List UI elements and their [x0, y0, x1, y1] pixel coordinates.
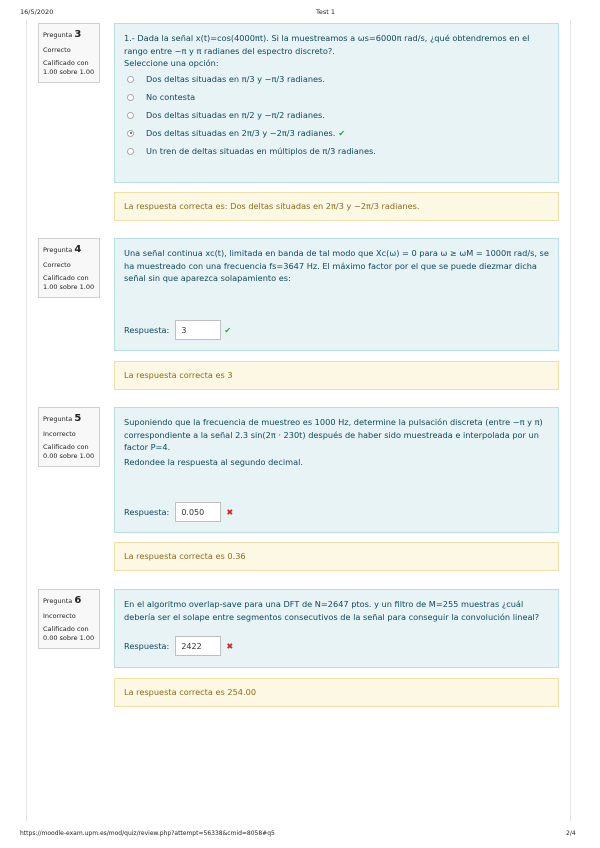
- question-content-4: [114, 238, 559, 351]
- print-title: Test 1: [316, 8, 336, 16]
- question-state: Correcto: [43, 260, 71, 269]
- answer-input[interactable]: 2422: [175, 636, 221, 656]
- cross-icon: ✖: [226, 506, 234, 517]
- question-number: Pregunta 3: [43, 29, 82, 40]
- question-text: En el algoritmo overlap-save para una DFT de N=2647 ptos. y un filtro de M=255 muestras ¿cuál debería ser el solape entre segmentos consecutivos de la señal para conseguir la convolución lineal?: [124, 599, 540, 622]
- answer-label: Respuesta:: [124, 506, 170, 517]
- radio-button[interactable]: [127, 94, 134, 101]
- feedback-3: La respuesta correcta es: Dos deltas situadas en 2π/3 y −2π/3 radianes.: [114, 192, 559, 221]
- question-instruction: Redondee la respuesta al segundo decimal.: [124, 457, 303, 468]
- question-content-3: [114, 23, 559, 183]
- option-label: No contesta: [146, 91, 196, 102]
- answer-row: [124, 320, 231, 340]
- cross-icon: ✖: [226, 640, 234, 651]
- question-text: 1.- Dada la señal x(t)=cos(4000πt). Si la muestreamos a ωs=6000π rad/s, ¿qué obtendremos en el rango entre −π y π radianes del espectro discreto?.: [124, 33, 530, 56]
- feedback-6: La respuesta correcta es 254.00: [114, 678, 559, 707]
- question-number: Pregunta 5: [43, 413, 82, 424]
- radio-button-selected[interactable]: [127, 130, 134, 137]
- print-page-number: 2/4: [566, 830, 576, 837]
- answer-option[interactable]: [124, 106, 549, 124]
- answer-option[interactable]: [124, 70, 549, 88]
- checkmark-icon: ✔: [224, 324, 232, 335]
- question-state: Incorrecto: [43, 611, 76, 620]
- option-label: Dos deltas situadas en π/2 y −π/2 radianes.: [146, 109, 325, 120]
- question-text: Una señal continua xc(t), limitada en banda de tal modo que Xc(ω) = 0 para ω ≥ ωM = 1000π rad/s, se ha muestreado con una frecuencia fs=3647 Hz. El máximo factor por el que se puede diezmar dicha señal sin que aparezca solapamiento es:: [124, 248, 549, 284]
- answer-label: Respuesta:: [124, 324, 170, 335]
- answer-label: Respuesta:: [124, 640, 170, 651]
- answer-option[interactable]: [124, 142, 549, 160]
- radio-button[interactable]: [127, 148, 134, 155]
- print-url: https://moodle-exam.upm.es/mod/quiz/review.php?attempt=56338&cmid=8058#q5: [20, 830, 275, 837]
- question-text: Suponiendo que la frecuencia de muestreo es 1000 Hz, determine la pulsación discreta (entre −π y π) correspondiente a la señal 2.3 sin(2π · 230t) después de haber sido muestreada e interpolada por un factor P=4.: [124, 417, 543, 453]
- question-grade: Calificado con 0.00 sobre 1.00: [43, 625, 95, 643]
- answer-option-selected[interactable]: [124, 124, 549, 142]
- option-label: Un tren de deltas situadas en múltiplos de π/3 radianes.: [146, 145, 376, 156]
- question-state: Incorrecto: [43, 429, 76, 438]
- option-label: Dos deltas situadas en π/3 y −π/3 radianes.: [146, 73, 325, 84]
- question-info-3: [38, 23, 100, 83]
- question-number: Pregunta 4: [43, 244, 82, 255]
- question-content-5: [114, 407, 559, 533]
- question-grade: Calificado con 1.00 sobre 1.00: [43, 274, 95, 292]
- question-content-6: [114, 589, 559, 668]
- answer-row: [124, 636, 233, 656]
- print-date: 16/5/2020: [20, 8, 54, 16]
- option-label: Dos deltas situadas en 2π/3 y −2π/3 radianes.: [146, 127, 336, 138]
- answer-row: [124, 502, 233, 522]
- question-prompt: Seleccione una opción:: [124, 58, 219, 69]
- question-state: Correcto: [43, 45, 71, 54]
- checkmark-icon: ✔: [338, 127, 346, 138]
- question-grade: Calificado con 0.00 sobre 1.00: [43, 443, 95, 461]
- feedback-4: La respuesta correcta es 3: [114, 361, 559, 390]
- question-info-4: [38, 238, 100, 298]
- answer-input[interactable]: 3: [175, 320, 221, 340]
- question-info-6: [38, 589, 100, 649]
- feedback-5: La respuesta correcta es 0.36: [114, 542, 559, 571]
- question-number: Pregunta 6: [43, 595, 82, 606]
- radio-button[interactable]: [127, 76, 134, 83]
- answer-input[interactable]: 0.050: [175, 502, 221, 522]
- question-grade: Calificado con 1.00 sobre 1.00: [43, 59, 95, 77]
- question-info-5: [38, 407, 100, 467]
- radio-button[interactable]: [127, 112, 134, 119]
- answer-option[interactable]: [124, 88, 549, 106]
